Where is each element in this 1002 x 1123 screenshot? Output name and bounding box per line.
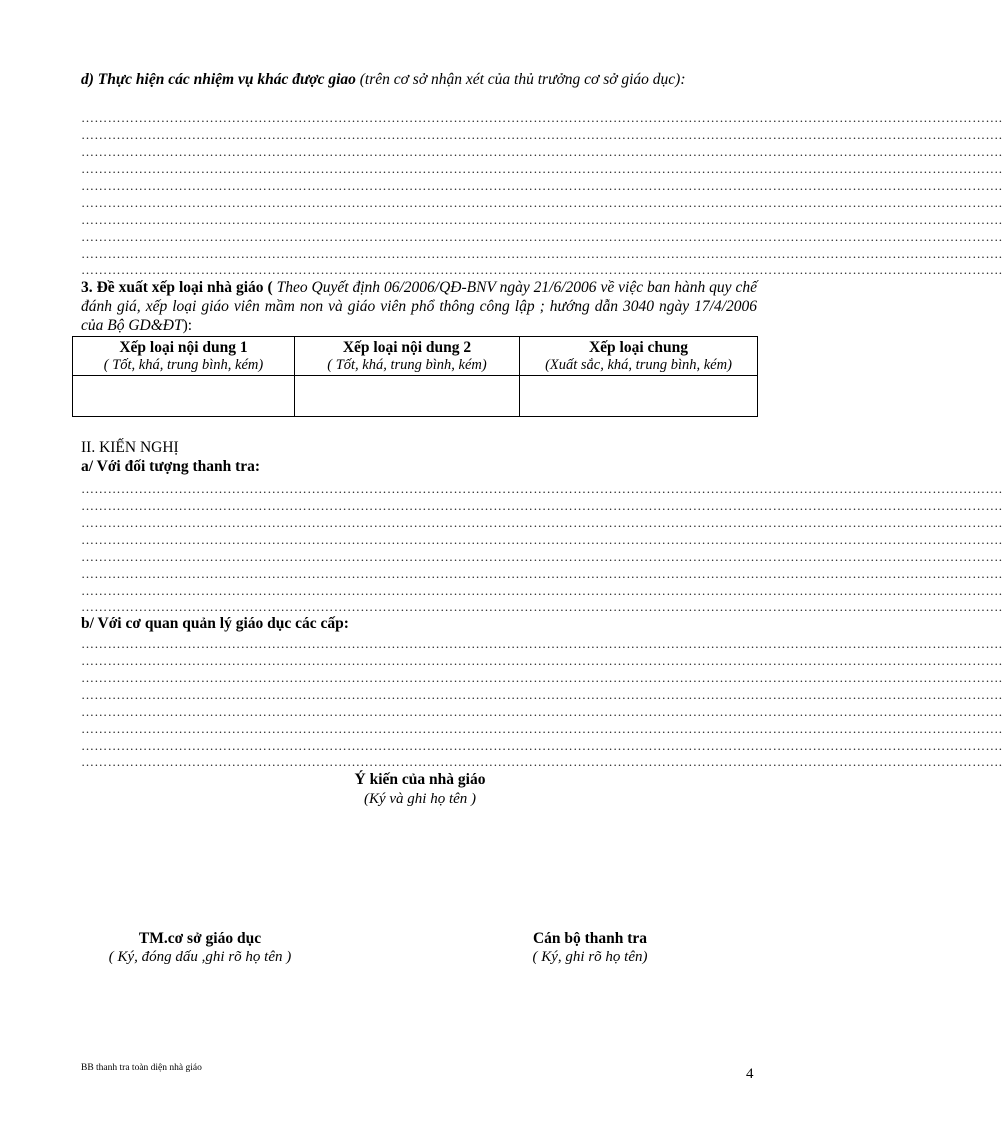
grade-input-cell-3[interactable] (520, 376, 758, 417)
dotted-line: ………………………………………………………………………………………………………………………………………………………………………………………. (81, 721, 1002, 736)
grade-col-2-title: Xếp loại nội dung 2 (342, 339, 472, 356)
dotted-line: ………………………………………………………………………………………………………………………………………………………………………………………. (81, 636, 1002, 651)
grade-col-3-sub: (Xuất sắc, khá, trung bình, kém) (545, 357, 732, 373)
dotted-line: ………………………………………………………………………………………………………………………………………………………………………………………. (81, 127, 1002, 142)
section-d-paragraph (81, 70, 757, 89)
dotted-line: ………………………………………………………………………………………………………………………………………………………………………………………. (81, 738, 1002, 753)
dotted-line: ………………………………………………………………………………………………………………………………………………………………………………………. (81, 178, 1002, 193)
teacher-opinion-sub: (Ký và ghi họ tên ) (363, 791, 477, 807)
dotted-line: ………………………………………………………………………………………………………………………………………………………………………………………. (81, 498, 1002, 513)
signature-right-title: Cán bộ thanh tra (532, 930, 648, 947)
grade-header-cell-2 (295, 337, 520, 376)
dotted-line: ………………………………………………………………………………………………………………………………………………………………………………………. (81, 549, 1002, 564)
section-II-heading: II. KIẾN NGHỊ (81, 439, 179, 456)
dotted-line: ………………………………………………………………………………………………………………………………………………………………………………………. (81, 515, 1002, 530)
dotted-line: ………………………………………………………………………………………………………………………………………………………………………………………. (81, 583, 1002, 598)
section-II-a-heading: a/ Với đối tượng thanh tra: (81, 458, 261, 475)
grade-table-input-row (73, 376, 758, 417)
signature-left-title: TM.cơ sở giáo dục (138, 930, 262, 947)
dotted-line: ………………………………………………………………………………………………………………………………………………………………………………………. (81, 670, 1002, 685)
dotted-line: ………………………………………………………………………………………………………………………………………………………………………………………. (81, 195, 1002, 210)
dotted-line: ………………………………………………………………………………………………………………………………………………………………………………………. (81, 566, 1002, 581)
dotted-line: ………………………………………………………………………………………………………………………………………………………………………………………. (81, 161, 1002, 176)
grade-col-1-title: Xếp loại nội dung 1 (119, 339, 248, 356)
dotted-line: ………………………………………………………………………………………………………………………………………………………………………………………. (81, 754, 1002, 769)
grade-header-cell-1 (73, 337, 295, 376)
dotted-line: ………………………………………………………………………………………………………………………………………………………………………………………. (81, 687, 1002, 702)
section-d-heading: d) Thực hiện các nhiệm vụ khác được giao (81, 71, 356, 88)
signature-left-sub: ( Ký, đóng dấu ,ghi rõ họ tên ) (108, 949, 292, 965)
dotted-line: ………………………………………………………………………………………………………………………………………………………………………………………. (81, 144, 1002, 159)
dotted-line: ………………………………………………………………………………………………………………………………………………………………………………………. (81, 229, 1002, 244)
dotted-line: ………………………………………………………………………………………………………………………………………………………………………………………. (81, 212, 1002, 227)
grade-table (72, 336, 758, 417)
dotted-line: ………………………………………………………………………………………………………………………………………………………………………………………. (81, 110, 1002, 125)
grade-input-cell-1[interactable] (73, 376, 295, 417)
section-3-detail: Theo Quyết định 06/2006/QĐ-BNV ngày 21/6/2006 về việc ban hành quy chế đánh giá, xếp loại giáo viên mầm non và giáo viên phổ thông công lập ; hướng dẫn 3040 ngày 17/4/2006 của Bộ GD&ĐT (81, 279, 758, 334)
footer-document-name: BB thanh tra toàn diện nhà giáo (81, 1063, 202, 1073)
section-II-b-heading: b/ Với cơ quan quản lý giáo dục các cấp: (81, 615, 349, 632)
dotted-line: ………………………………………………………………………………………………………………………………………………………………………………………. (81, 599, 1002, 614)
grade-header-cell-3 (520, 337, 758, 376)
grade-col-3-title: Xếp loại chung (588, 339, 689, 356)
section-3-close: ): (182, 317, 193, 334)
section-3-label: 3. Đề xuất xếp loại nhà giáo ( (81, 279, 273, 296)
grade-table-header-row (73, 337, 758, 376)
dotted-line: ………………………………………………………………………………………………………………………………………………………………………………………. (81, 262, 1002, 277)
teacher-opinion-title: Ý kiến của nhà giáo (354, 771, 486, 788)
grade-col-1-sub: ( Tốt, khá, trung bình, kém) (103, 357, 264, 373)
dotted-line: ………………………………………………………………………………………………………………………………………………………………………………………. (81, 481, 1002, 496)
page-number: 4 (746, 1066, 754, 1082)
dotted-line: ………………………………………………………………………………………………………………………………………………………………………………………. (81, 704, 1002, 719)
section-3-paragraph (81, 278, 757, 335)
section-d-note: (trên cơ sở nhận xét của thủ trưởng cơ sở giáo dục): (359, 71, 686, 88)
signature-right-sub: ( Ký, ghi rõ họ tên) (532, 949, 648, 965)
grade-col-2-sub: ( Tốt, khá, trung bình, kém) (327, 357, 487, 373)
dotted-line: ………………………………………………………………………………………………………………………………………………………………………………………. (81, 653, 1002, 668)
dotted-line: ………………………………………………………………………………………………………………………………………………………………………………………. (81, 532, 1002, 547)
grade-input-cell-2[interactable] (295, 376, 520, 417)
dotted-line: ………………………………………………………………………………………………………………………………………………………………………………………. (81, 246, 1002, 261)
